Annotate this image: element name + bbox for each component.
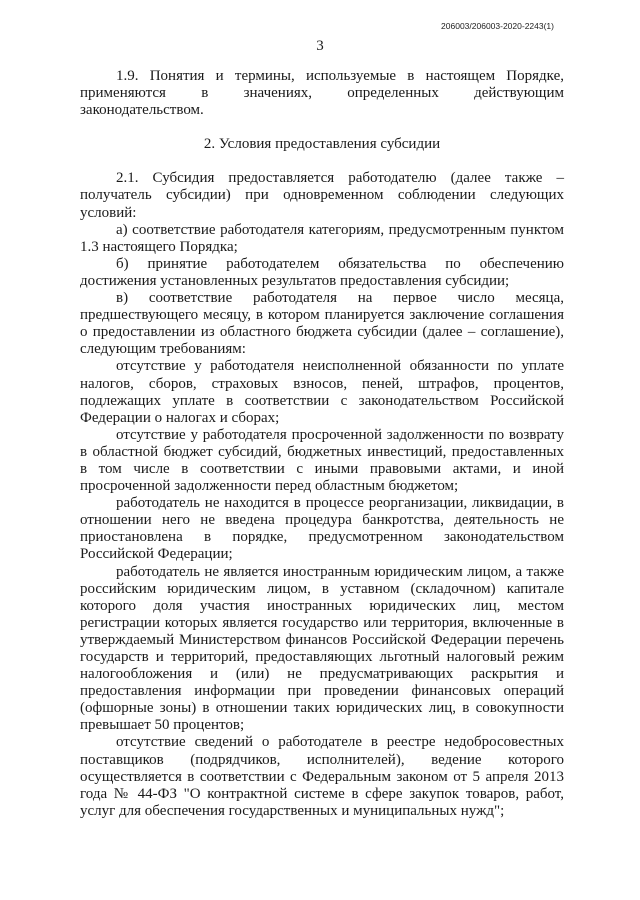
paragraph-2-1: 2.1. Субсидия предоставляется работодателю (далее также – получатель субсидии) при одновременном соблюдении следующих условий: [80, 170, 564, 221]
requirement-no-tax-debt: отсутствие у работодателя неисполненной обязанности по уплате налогов, сборов, страховых взносов, пеней, штрафов, процентов, подлежащих уплате в соответствии с законодательством Российской Федерации о налогах и сборах; [80, 358, 564, 426]
requirement-not-in-registry: отсутствие сведений о работодателе в реестре недобросовестных поставщиков (подрядчиков, исполнителей), ведение которого осуществляется в соответствии с Федеральным законом от 5 апреля 2013 года № 44-ФЗ "О контрактной системе в сфере закупок товаров, работ, услуг для обеспечения государственных и муниципальных нужд"; [80, 734, 564, 819]
document-id: 206003/206003-2020-2243(1) [441, 21, 554, 31]
paragraph-1-9: 1.9. Понятия и термины, используемые в настоящем Порядке, применяются в значениях, определенных действующим законодательством. [80, 68, 564, 119]
requirement-not-in-reorganization: работодатель не находится в процессе реорганизации, ликвидации, в отношении него не введена процедура банкротства, деятельность не приостановлена в порядке, предусмотренном законодательством Российской Федерации; [80, 495, 564, 563]
subitem-b: б) принятие работодателем обязательства по обеспечению достижения установленных результатов предоставления субсидии; [80, 255, 564, 289]
subitem-a: а) соответствие работодателя категориям, предусмотренным пунктом 1.3 настоящего Порядка; [80, 221, 564, 255]
section-2-title: 2. Условия предоставления субсидии [203, 136, 441, 153]
document-body [80, 68, 564, 820]
page-number: 3 [316, 38, 324, 54]
subitem-v: в) соответствие работодателя на первое число месяца, предшествующего месяцу, в котором планируется заключение соглашения о предоставлении из областного бюджета субсидии (далее – соглашение), следующим требованиям: [80, 290, 564, 358]
requirement-not-foreign-entity: работодатель не является иностранным юридическим лицом, а также российским юридическим лицом, в уставном (складочном) капитале которого доля участия иностранных юридических лиц, местом регистрации которых является государство или территория, включенные в утверждаемый Министерством финансов Российской Федерации перечень государств и территорий, предоставляющих льготный налоговый режим налогообложения и (или) не предусматривающих раскрытия и предоставления информации при проведении финансовых операций (офшорные зоны) в отношении таких юридических лиц, в совокупности превышает 50 процентов; [80, 563, 564, 734]
requirement-no-overdue-debt: отсутствие у работодателя просроченной задолженности по возврату в областной бюджет субсидий, бюджетных инвестиций, предоставленных в том числе в соответствии с иными правовыми актами, и иной просроченной задолженности перед областным бюджетом; [80, 426, 564, 495]
